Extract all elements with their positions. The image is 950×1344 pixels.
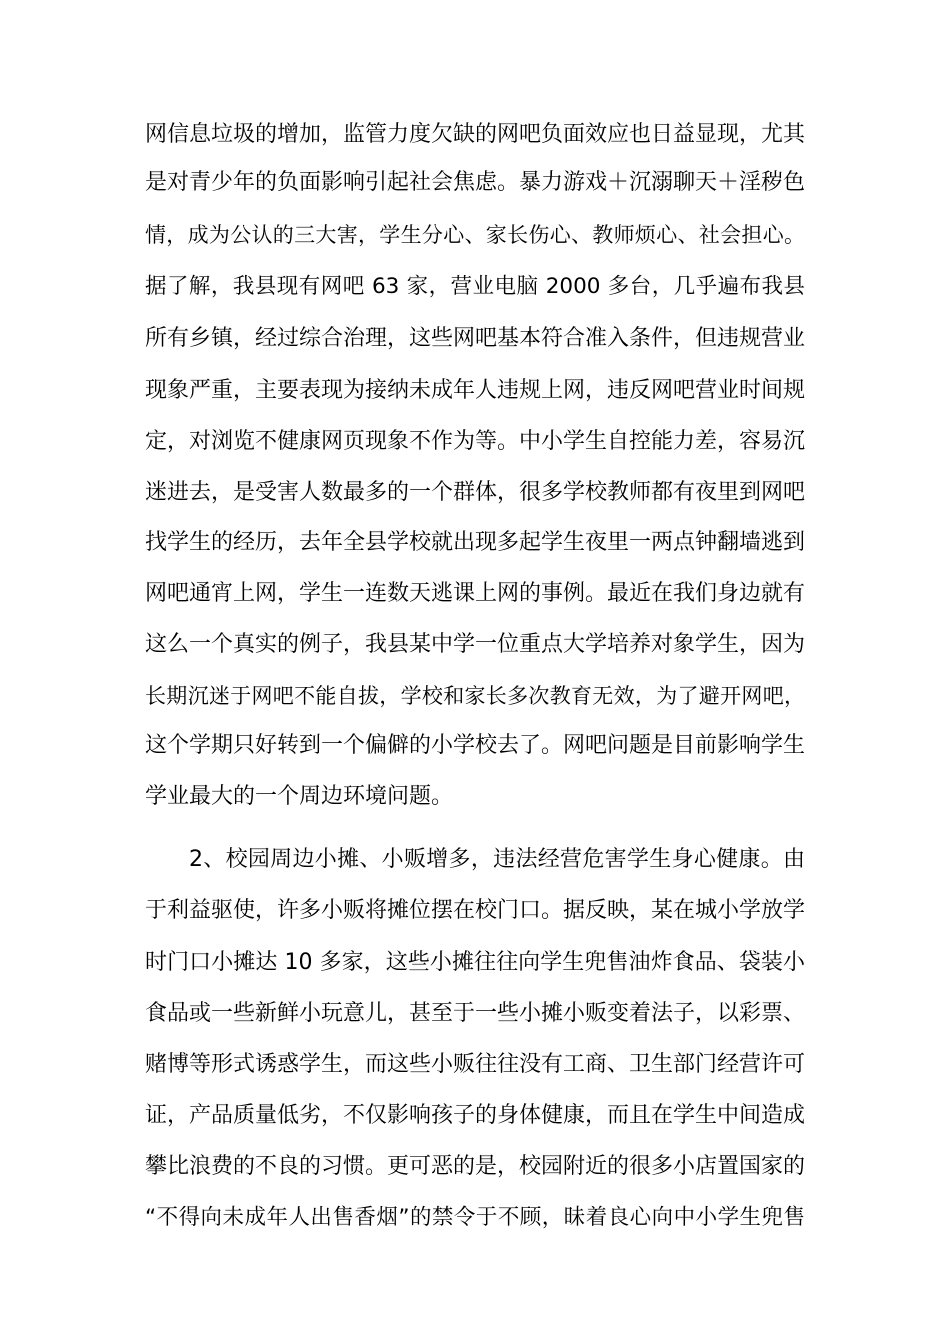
text-line: 现象严重，主要表现为接纳未成年人违规上网，违反网吧营业时间规 (145, 378, 806, 403)
text-line: “不得向未成年人出售香烟”的禁令于不顾，昧着良心向中小学生兜售 (145, 1205, 805, 1230)
text-line: 这个学期只好转到一个偏僻的小学校去了。网吧问题是目前影响学生 (145, 733, 806, 758)
text-line: 证，产品质量低劣，不仅影响孩子的身体健康，而且在学生中间造成 (145, 1103, 806, 1128)
text-line: 赌博等形式诱惑学生，而这些小贩往往没有工商、卫生部门经营许可 (145, 1052, 806, 1077)
text-line: 迷进去，是受害人数最多的一个群体，很多学校教师都有夜里到网吧 (145, 480, 806, 505)
text-line: 找学生的经历，去年全县学校就出现多起学生夜里一两点钟翻墙逃到 (145, 530, 806, 555)
text-line: 食品或一些新鲜小玩意儿，甚至于一些小摊小贩变着法子，以彩票、 (145, 1001, 806, 1026)
text-line: 网信息垃圾的增加，监管力度欠缺的网吧负面效应也日益显现，尤其 (145, 122, 806, 147)
text-line: 长期沉迷于网吧不能自拔，学校和家长多次教育无效，为了避开网吧， (145, 684, 805, 708)
text-line: 定，对浏览不健康网页现象不作为等。中小学生自控能力差，容易沉 (145, 429, 806, 454)
text-line: 这么一个真实的例子，我县某中学一位重点大学培养对象学生，因为 (145, 632, 806, 657)
text-line: 是对青少年的负面影响引起社会焦虑。暴力游戏＋沉溺聊天＋淫秽色 (145, 170, 806, 195)
text-line: 据了解，我县现有网吧 63 家，营业电脑 2000 多台，几乎遍布我县 (145, 274, 805, 299)
text-line: 2、校园周边小摊、小贩增多，违法经营危害学生身心健康。由 (189, 847, 805, 872)
text-line: 情，成为公认的三大害，学生分心、家长伤心、教师烦心、社会担心。 (145, 223, 805, 247)
text-line: 所有乡镇，经过综合治理，这些网吧基本符合准入条件，但违规营业 (145, 326, 806, 351)
text-line: 于利益驱使，许多小贩将摊位摆在校门口。据反映，某在城小学放学 (145, 898, 806, 923)
text-line: 网吧通宵上网，学生一连数天逃课上网的事例。最近在我们身边就有 (145, 581, 806, 606)
text-line: 攀比浪费的不良的习惯。更可恶的是，校园附近的很多小店置国家的 (145, 1154, 806, 1179)
text-line: 学业最大的一个周边环境问题。 (145, 784, 454, 809)
text-line: 时门口小摊达 10 多家，这些小摊往往向学生兜售油炸食品、袋装小 (145, 950, 805, 975)
